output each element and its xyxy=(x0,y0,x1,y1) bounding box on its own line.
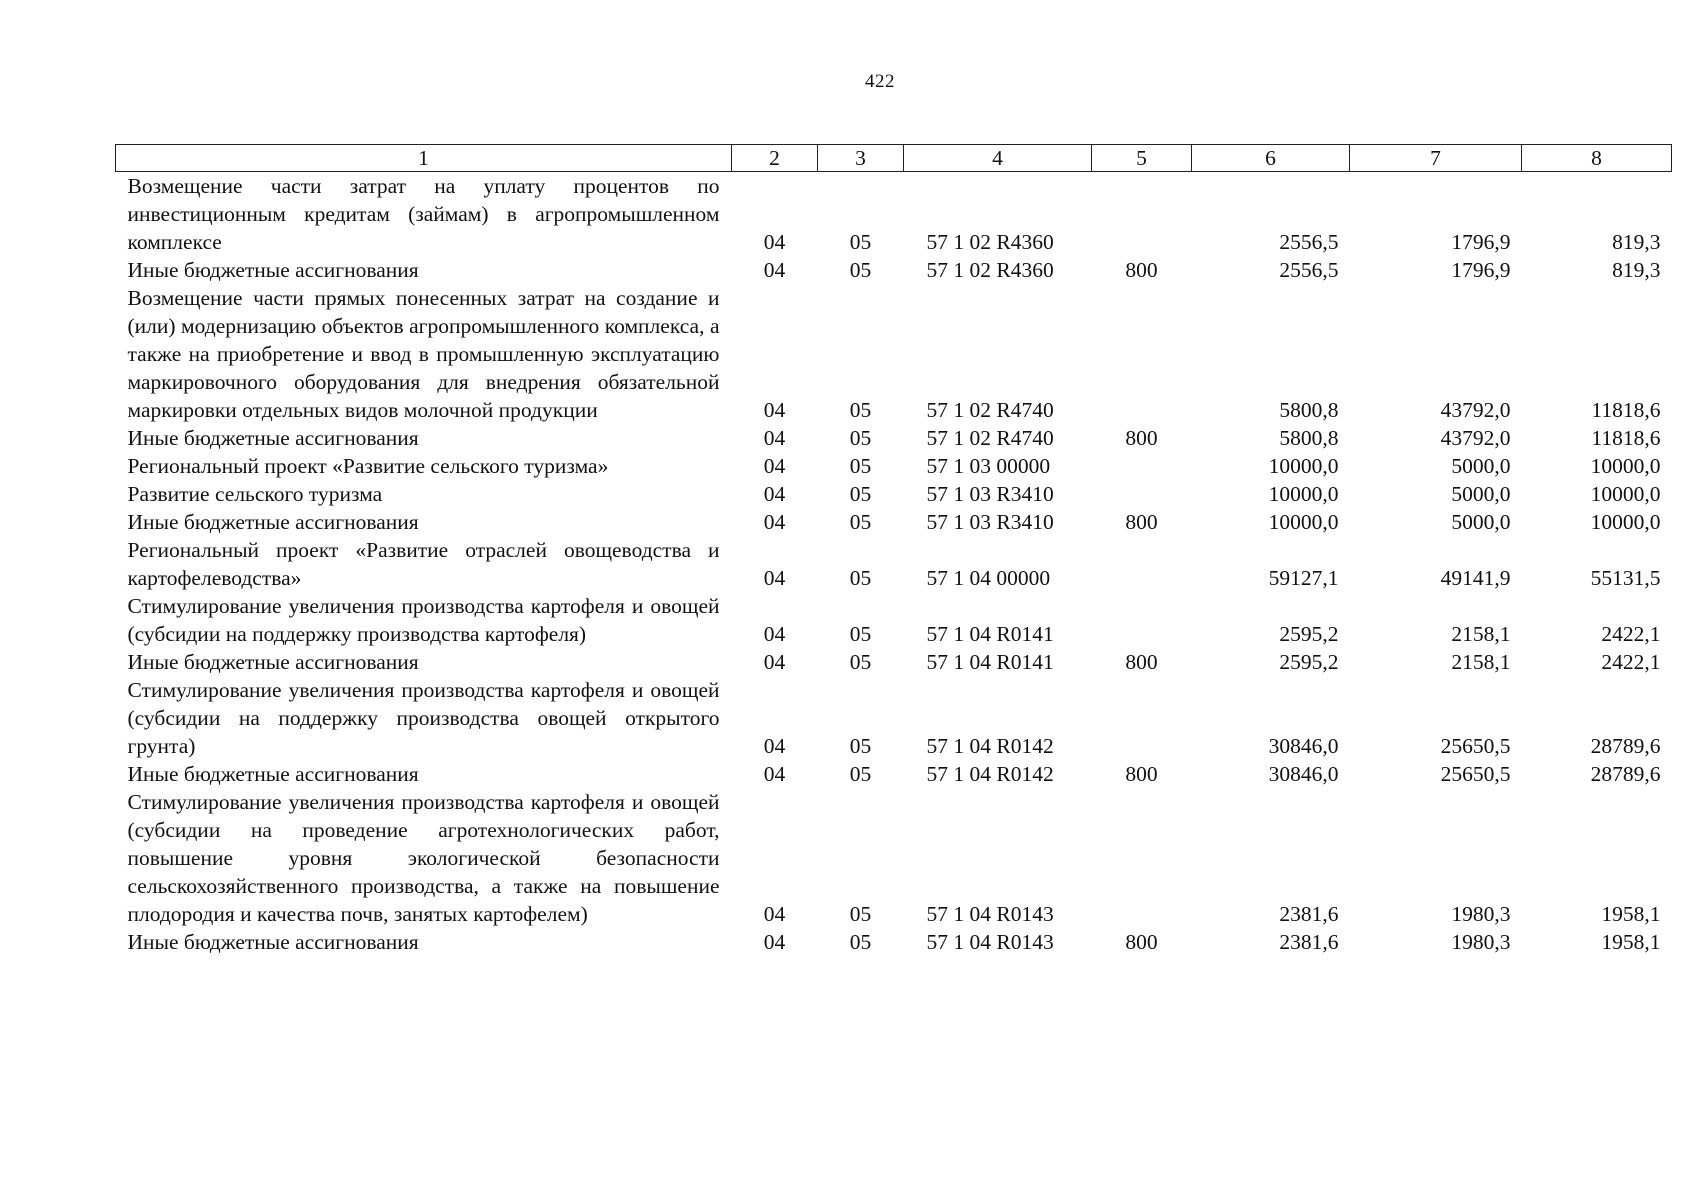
row-amount-col7: 25650,5 xyxy=(1440,734,1511,758)
row-section: 04 xyxy=(763,566,786,590)
row-amount-col6: 2381,6 xyxy=(1279,930,1339,954)
row-amount-col7: 1980,3 xyxy=(1451,930,1511,954)
row-name: Иные бюджетные ассигнования xyxy=(127,426,419,450)
table-row xyxy=(116,536,1672,592)
row-section: 04 xyxy=(763,622,786,646)
row-target-article: 57 1 02 R4740 xyxy=(926,398,1054,422)
header-row xyxy=(116,145,1672,172)
row-section: 04 xyxy=(763,650,786,674)
row-expense-type xyxy=(1092,788,1192,928)
row-section: 04 xyxy=(763,426,786,450)
table-row xyxy=(116,760,1672,788)
row-name: Иные бюджетные ассигнования xyxy=(127,258,419,282)
row-amount-col8: 55131,5 xyxy=(1590,566,1661,590)
table-header xyxy=(116,145,1672,172)
header-col-3: 3 xyxy=(818,145,904,172)
table-row xyxy=(116,480,1672,508)
row-section: 04 xyxy=(763,510,786,534)
row-amount-col7: 5000,0 xyxy=(1451,482,1511,506)
table-row xyxy=(116,508,1672,536)
row-target-article: 57 1 04 R0142 xyxy=(926,734,1054,758)
row-amount-col8: 819,3 xyxy=(1612,258,1661,282)
row-target-article: 57 1 04 R0142 xyxy=(926,762,1054,786)
row-amount-col8: 28789,6 xyxy=(1590,762,1661,786)
row-section: 04 xyxy=(763,258,786,282)
row-section: 04 xyxy=(763,454,786,478)
row-amount-col6: 2556,5 xyxy=(1279,230,1339,254)
header-col-4: 4 xyxy=(904,145,1092,172)
row-expense-type xyxy=(1092,592,1192,648)
row-expense-type xyxy=(1092,676,1192,760)
row-amount-col6: 2556,5 xyxy=(1279,258,1339,282)
row-subsection: 05 xyxy=(849,762,872,786)
row-name: Стимулирование увеличения производства картофеля и овощей (субсидии на проведение агротехнологических работ, повышение уровня экологической безопасности сельскохозяйственного производства, а также на повышение плодородия и качества почв, занятых картофелем) xyxy=(127,790,720,926)
row-expense-type: 800 xyxy=(1125,762,1158,786)
row-name: Иные бюджетные ассигнования xyxy=(127,510,419,534)
header-col-6: 6 xyxy=(1192,145,1350,172)
row-section: 04 xyxy=(763,482,786,506)
row-subsection: 05 xyxy=(849,930,872,954)
row-amount-col7: 5000,0 xyxy=(1451,454,1511,478)
row-target-article: 57 1 04 00000 xyxy=(926,566,1051,590)
row-amount-col6: 10000,0 xyxy=(1268,482,1339,506)
row-name: Развитие сельского туризма xyxy=(127,482,383,506)
row-amount-col6: 5800,8 xyxy=(1279,426,1339,450)
row-target-article: 57 1 02 R4360 xyxy=(926,258,1054,282)
header-col-8: 8 xyxy=(1522,145,1672,172)
row-amount-col7: 2158,1 xyxy=(1451,622,1511,646)
row-amount-col6: 30846,0 xyxy=(1268,734,1339,758)
row-subsection: 05 xyxy=(849,454,872,478)
row-name: Стимулирование увеличения производства картофеля и овощей (субсидии на поддержку производства овощей открытого грунта) xyxy=(127,678,720,758)
table-row xyxy=(116,676,1672,760)
table-body xyxy=(116,172,1672,957)
table-row xyxy=(116,452,1672,480)
page-number: 422 xyxy=(865,71,895,92)
table-row xyxy=(116,592,1672,648)
row-target-article: 57 1 03 00000 xyxy=(926,454,1051,478)
row-expense-type: 800 xyxy=(1125,258,1158,282)
row-expense-type: 800 xyxy=(1125,510,1158,534)
row-section: 04 xyxy=(763,734,786,758)
row-subsection: 05 xyxy=(849,510,872,534)
row-name: Региональный проект «Развитие отраслей овощеводства и картофелеводства» xyxy=(127,538,720,590)
row-target-article: 57 1 04 R0143 xyxy=(926,930,1054,954)
budget-table xyxy=(115,144,1672,956)
row-name: Стимулирование увеличения производства картофеля и овощей (субсидии на поддержку производства картофеля) xyxy=(127,594,720,646)
row-expense-type xyxy=(1092,536,1192,592)
row-expense-type: 800 xyxy=(1125,930,1158,954)
row-section: 04 xyxy=(763,398,786,422)
row-amount-col7: 25650,5 xyxy=(1440,762,1511,786)
row-amount-col8: 819,3 xyxy=(1612,230,1661,254)
row-amount-col7: 1796,9 xyxy=(1451,258,1511,282)
row-amount-col7: 43792,0 xyxy=(1440,398,1511,422)
row-name: Региональный проект «Развитие сельского туризма» xyxy=(127,454,609,478)
row-amount-col6: 5800,8 xyxy=(1279,398,1339,422)
row-amount-col8: 2422,1 xyxy=(1601,622,1661,646)
table-row xyxy=(116,788,1672,928)
row-subsection: 05 xyxy=(849,622,872,646)
row-amount-col6: 10000,0 xyxy=(1268,454,1339,478)
row-target-article: 57 1 04 R0141 xyxy=(926,650,1054,674)
row-subsection: 05 xyxy=(849,426,872,450)
row-amount-col8: 1958,1 xyxy=(1601,930,1661,954)
row-expense-type xyxy=(1092,172,1192,257)
row-target-article: 57 1 04 R0141 xyxy=(926,622,1054,646)
row-amount-col7: 2158,1 xyxy=(1451,650,1511,674)
row-amount-col6: 2595,2 xyxy=(1279,622,1339,646)
row-section: 04 xyxy=(763,902,786,926)
row-amount-col8: 2422,1 xyxy=(1601,650,1661,674)
row-expense-type xyxy=(1092,452,1192,480)
row-subsection: 05 xyxy=(849,482,872,506)
row-target-article: 57 1 02 R4360 xyxy=(926,230,1054,254)
row-amount-col7: 5000,0 xyxy=(1451,510,1511,534)
row-amount-col7: 1796,9 xyxy=(1451,230,1511,254)
table-row xyxy=(116,256,1672,284)
row-amount-col6: 2381,6 xyxy=(1279,902,1339,926)
row-subsection: 05 xyxy=(849,566,872,590)
row-amount-col8: 28789,6 xyxy=(1590,734,1661,758)
row-target-article: 57 1 03 R3410 xyxy=(926,482,1054,506)
row-subsection: 05 xyxy=(849,398,872,422)
row-expense-type xyxy=(1092,480,1192,508)
row-amount-col8: 10000,0 xyxy=(1590,510,1661,534)
row-section: 04 xyxy=(763,762,786,786)
row-section: 04 xyxy=(763,930,786,954)
row-amount-col8: 11818,6 xyxy=(1591,426,1661,450)
row-target-article: 57 1 04 R0143 xyxy=(926,902,1054,926)
row-expense-type xyxy=(1092,284,1192,424)
row-subsection: 05 xyxy=(849,650,872,674)
table-row xyxy=(116,928,1672,956)
header-col-2: 2 xyxy=(732,145,818,172)
row-amount-col7: 49141,9 xyxy=(1440,566,1511,590)
row-name: Иные бюджетные ассигнования xyxy=(127,650,419,674)
row-target-article: 57 1 02 R4740 xyxy=(926,426,1054,450)
row-name: Иные бюджетные ассигнования xyxy=(127,930,419,954)
row-amount-col8: 1958,1 xyxy=(1601,902,1661,926)
row-name: Иные бюджетные ассигнования xyxy=(127,762,419,786)
row-target-article: 57 1 03 R3410 xyxy=(926,510,1054,534)
row-name: Возмещение части прямых понесенных затрат на создание и (или) модернизацию объектов агропромышленного комплекса, а также на приобретение и ввод в промышленную эксплуатацию маркировочного оборудования для внедрения обязательной маркировки отдельных видов молочной продукции xyxy=(127,286,720,422)
row-amount-col7: 1980,3 xyxy=(1451,902,1511,926)
header-col-1: 1 xyxy=(116,145,732,172)
row-subsection: 05 xyxy=(849,734,872,758)
table-row xyxy=(116,648,1672,676)
header-col-5: 5 xyxy=(1092,145,1192,172)
row-amount-col8: 10000,0 xyxy=(1590,454,1661,478)
row-amount-col6: 10000,0 xyxy=(1268,510,1339,534)
table-row xyxy=(116,284,1672,424)
row-amount-col8: 10000,0 xyxy=(1590,482,1661,506)
table-row xyxy=(116,424,1672,452)
row-amount-col8: 11818,6 xyxy=(1591,398,1661,422)
row-amount-col7: 43792,0 xyxy=(1440,426,1511,450)
row-subsection: 05 xyxy=(849,258,872,282)
header-col-7: 7 xyxy=(1350,145,1522,172)
row-name: Возмещение части затрат на уплату процентов по инвестиционным кредитам (займам) в агропромышленном комплексе xyxy=(127,174,720,254)
row-amount-col6: 2595,2 xyxy=(1279,650,1339,674)
row-amount-col6: 30846,0 xyxy=(1268,762,1339,786)
table-row xyxy=(116,172,1672,257)
row-expense-type: 800 xyxy=(1125,426,1158,450)
row-amount-col6: 59127,1 xyxy=(1268,566,1339,590)
row-expense-type: 800 xyxy=(1125,650,1158,674)
row-subsection: 05 xyxy=(849,230,872,254)
row-section: 04 xyxy=(763,230,786,254)
row-subsection: 05 xyxy=(849,902,872,926)
